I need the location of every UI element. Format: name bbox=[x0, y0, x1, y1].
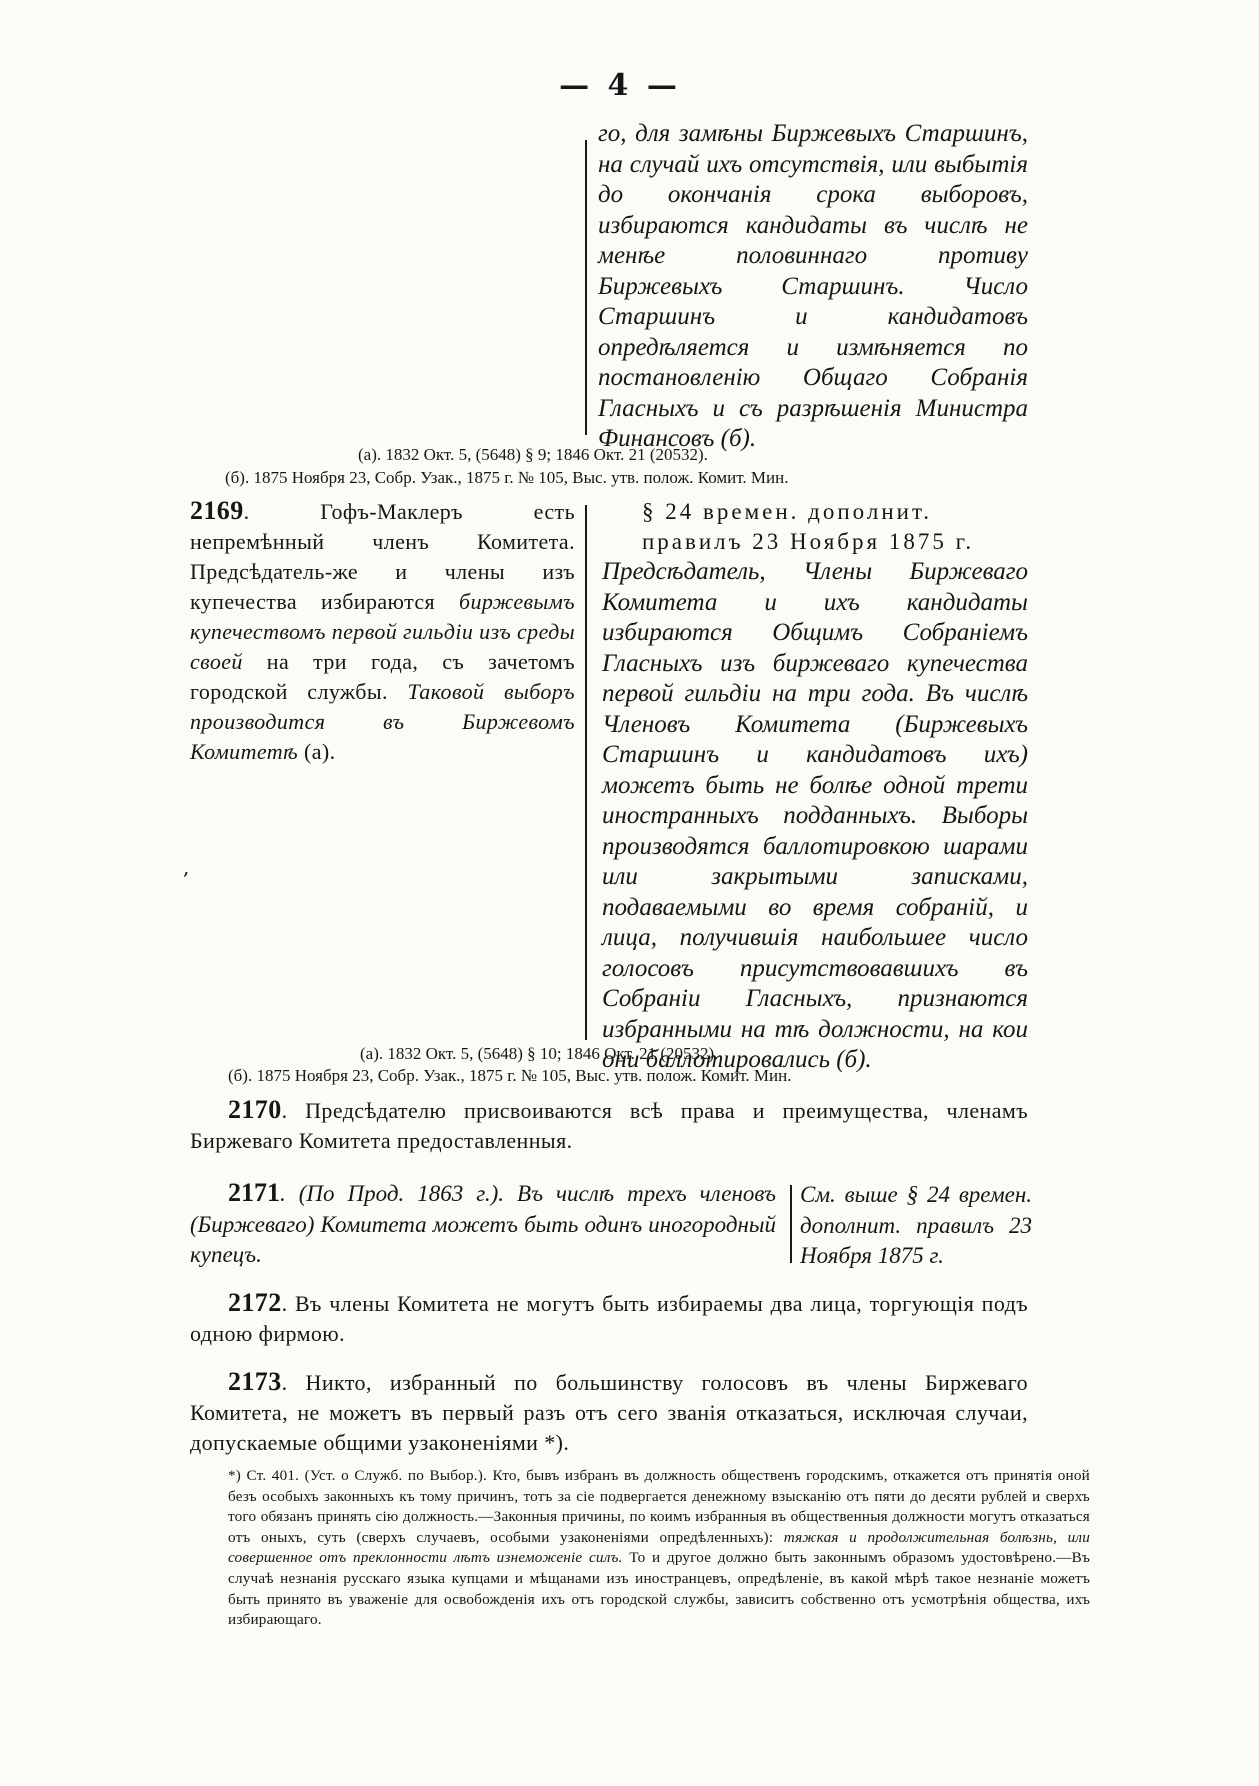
article-2169-text-2: на три года, съ зачетомъ городской службы. bbox=[190, 649, 575, 704]
column-divider-middle bbox=[585, 505, 587, 1040]
article-2169 bbox=[190, 496, 575, 767]
article-2169-italic: биржевымъ купечествомъ первой гильдіи изъ среды своей bbox=[190, 589, 576, 674]
article-number-2171: 2171 bbox=[228, 1178, 280, 1207]
footnote bbox=[228, 1466, 1090, 1631]
article-number-2170: 2170 bbox=[228, 1095, 282, 1124]
article-2171 bbox=[190, 1178, 776, 1271]
article-2169-italic-2: Таковой выборъ производится въ Биржевомъ Комитетѣ bbox=[190, 679, 575, 764]
article-2169-end: (а). bbox=[298, 739, 336, 764]
source-note-a2: (а). 1832 Окт. 5, (5648) § 10; 1846 Окт. 21 (20532). bbox=[360, 1044, 719, 1063]
article-2172 bbox=[190, 1288, 1028, 1349]
footnote-lead: *) Ст. 401. (Уст. о Служб. по Выбор.). Кто, бывъ избранъ въ должность общественъ городскимъ, откажется отъ принятія оной безъ особыхъ законныхъ къ тому причинъ, тотъ за сіе подвергается денежному взысканію отъ пяти до десяти рублей и сверхъ того обязанъ принять сію должность.—Законныя причины, по коимъ избранныя въ общественныя должности могутъ отказаться отъ оныхъ, суть (сверхъ случаевъ, особыми узаконеніями опредѣленныхъ): bbox=[228, 1467, 1090, 1546]
page-number: — 4 — bbox=[559, 68, 681, 103]
article-number-2172: 2172 bbox=[228, 1288, 282, 1317]
article-2169-side bbox=[602, 497, 1028, 1076]
article-2169-text: . Гофъ-Маклеръ есть непремѣнный членъ Комитета. Предсѣдатель-же и члены изъ купечества избираются bbox=[190, 499, 575, 614]
source-note-b2: (б). 1875 Ноября 23, Собр. Узак., 1875 г. № 105, Выс. утв. полож. Комит. Мин. bbox=[228, 1066, 792, 1085]
article-2172-text: . Въ члены Комитета не могутъ быть избираемы два лица, торгующія подъ одною фирмою. bbox=[190, 1291, 1028, 1346]
stray-mark: , bbox=[183, 855, 190, 879]
source-note-b1: (б). 1875 Ноября 23, Собр. Узак., 1875 г. № 105, Выс. утв. полож. Комит. Мин. bbox=[225, 468, 789, 487]
footnote-italic: тяжкая и продолжительная болѣзнь, или совершенное отъ преклонности лѣтъ изнеможеніе силъ. bbox=[228, 1528, 1090, 1567]
article-2173-text: . Никто, избранный по большинству голосовъ въ члены Биржеваго Комитета, не можетъ въ первый разъ отъ сего званія отказаться, исключая случаи, допускаемые общими узаконеніями *). bbox=[190, 1370, 1028, 1455]
side-heading: § 24 времен. дополнит. правилъ 23 Ноября 1875 г. bbox=[642, 499, 975, 554]
column-divider-top bbox=[585, 140, 587, 435]
article-number-2169: 2169 bbox=[190, 496, 244, 525]
footnote-rest: То и другое должно быть законнымъ образомъ удостовѣрено.—Въ случаѣ незнанія русскаго языка купцами и мѣщанами изъ иностранцевъ, опредѣленіе, въ какой мѣрѣ такое незнаніе можетъ быть принято въ уваженіе для освобожденія ихъ отъ городской службы, зависитъ собственно отъ усмотрѣнія общества, ихъ избирающаго. bbox=[228, 1549, 1090, 1629]
article-2173 bbox=[190, 1367, 1028, 1458]
article-2171-text: . (По Прод. 1863 г.). Въ числѣ трехъ членовъ (Биржеваго) Комитета можетъ быть одинъ иногородный купецъ. bbox=[190, 1181, 776, 1267]
article-2170 bbox=[190, 1095, 1028, 1156]
source-note-a1: (а). 1832 Окт. 5, (5648) § 9; 1846 Окт. 21 (20532). bbox=[358, 445, 708, 464]
side-text: Предсѣдатель, Члены Биржеваго Комитета и ихъ кандидаты избираются Общимъ Собраніемъ Гласныхъ изъ биржеваго купечества первой гильдіи на три года. Въ числѣ Членовъ Комитета (Биржевыхъ Старшинъ и кандидатовъ ихъ) можетъ быть не болѣе одной трети иностранныхъ подданныхъ. Выборы производятся баллотировкою шарами или закрытыми записками, подаваемыми во время собраній, и лица, получившія наибольшее число голосовъ присутствовавшихъ въ Собраніи Гласныхъ, признаются избранными на тѣ должности, на кои они баллотировались (б). bbox=[602, 558, 1028, 1073]
article-number-2173: 2173 bbox=[228, 1367, 282, 1396]
column-divider-2171 bbox=[790, 1185, 792, 1263]
top-right-continuation: го, для замѣны Биржевыхъ Старшинъ, на случай ихъ отсутствія, или выбытія до окончанія срока выборовъ, избираются кандидаты въ числѣ не менѣе половиннаго противу Биржевыхъ Старшинъ. Число Старшинъ и кандидатовъ опредѣляется и измѣняется по постановленію Общаго Собранія Гласныхъ и съ разрѣшенія Министра Финансовъ (б). bbox=[598, 120, 1028, 452]
article-2171-side: См. выше § 24 времен. дополнит. правилъ 23 Ноября 1875 г. bbox=[800, 1182, 1032, 1268]
article-2170-text: . Предсѣдателю присвоиваются всѣ права и преимущества, членамъ Биржеваго Комитета предоставленныя. bbox=[190, 1098, 1028, 1153]
